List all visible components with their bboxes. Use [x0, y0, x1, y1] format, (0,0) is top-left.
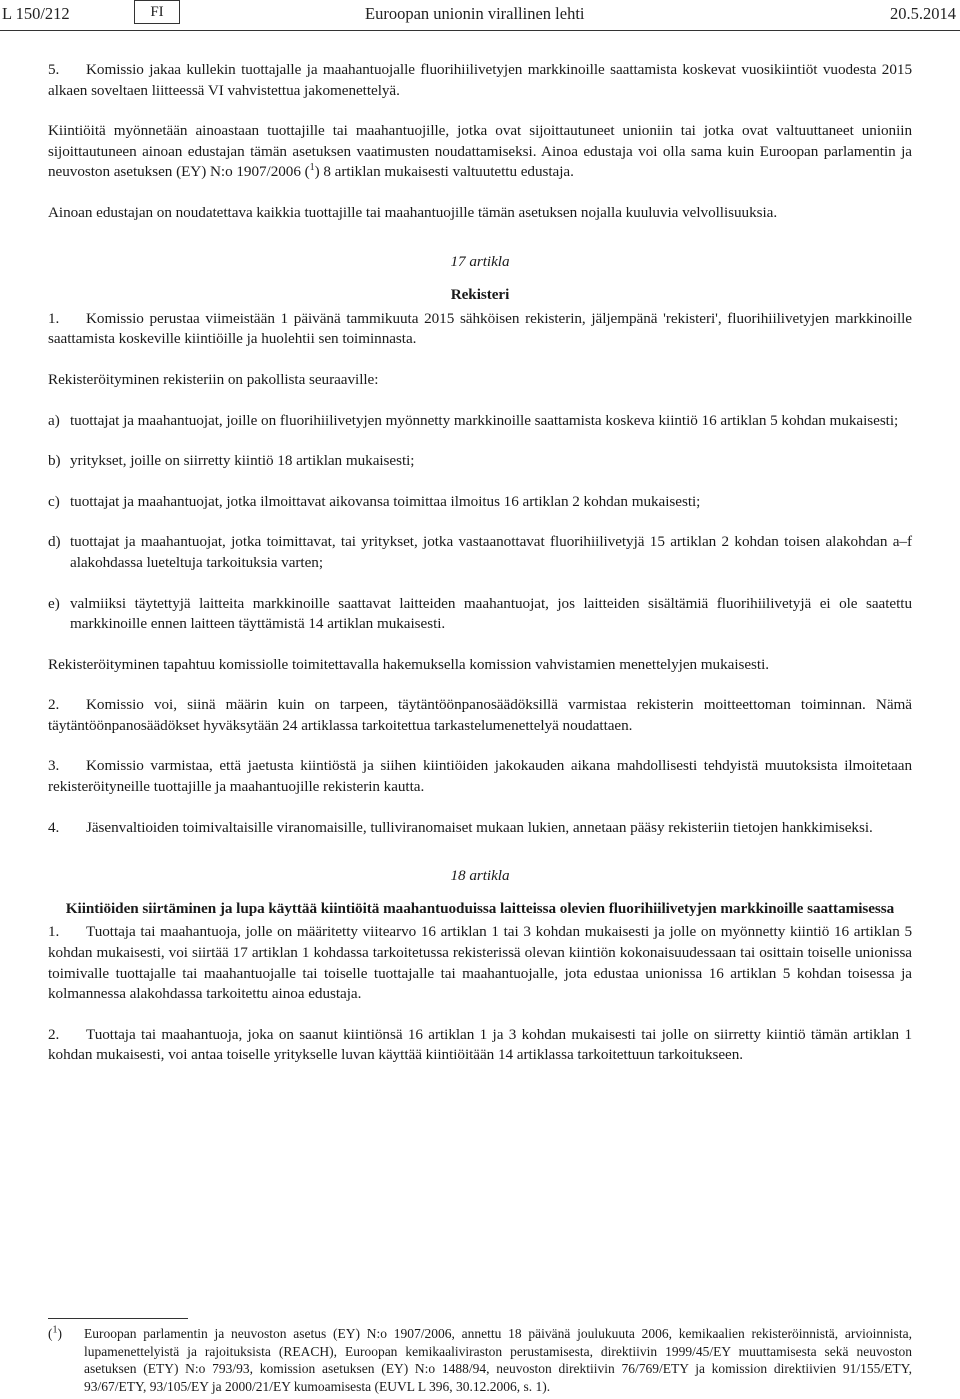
- paragraph-text: Komissio varmistaa, että jaetusta kiintiöstä ja siihen kiintiöiden jakokauden aikana mahdollisesti tehdyistä muutoksista ilmoitetaan rekisteröityneille tuottajille ja maahantuojille rekisterin kautta.: [48, 757, 912, 796]
- footnote: [48, 1325, 912, 1395]
- list-item: [48, 594, 912, 635]
- paragraph-text: Komissio voi, siinä määrin kuin on tarpeen, täytäntöönpanosäädöksillä varmistaa rekisterin moitteettoman toiminnan. Nämä täytäntöönpanosäädökset hyväksytään 24 artiklassa tarkoitettua tarkastelumenettelyä noudattaen.: [48, 696, 912, 734]
- paragraph-number: 2.: [48, 1025, 60, 1043]
- list-item-label: c): [48, 492, 60, 510]
- list-item-label: e): [48, 594, 60, 612]
- article-17-paragraph-2: [48, 695, 912, 736]
- paragraph-text: Komissio perustaa viimeistään 1 päivänä tammikuuta 2015 sähköisen rekisterin, jäljempänä 'rekisteri', fluorihiilivetyjen markkinoille saattamista koskeville kiintiöille ja huolehtii sen toiminnasta.: [48, 309, 912, 348]
- paragraph-text: Tuottaja tai maahantuoja, jolle on määritetty viitearvo 16 artiklan 1 tai 3 kohdan mukaisesti ja jolle on myönnetty kiintiö 16 artiklan 5 kohdan mukaisesti, voi siirtää 17 artiklan 1 kohdassa tarkoitetussa rekisterissä olevan kiintiön kokonaisuudessaan tai osittain toiselle unionissa toimivalle tuottajalle tai maahantuojalle tai toiselle tuottajalle tai maahantuojalle, jota edustaa unionissa 16 artiklan 5 kohdan toisessa ja kolmannessa alakohdassa tarkoitettu ainoa edustaja.: [48, 923, 912, 1003]
- article-18-paragraph-2: [48, 1025, 912, 1066]
- paragraph-number: 4.: [48, 818, 60, 836]
- registration-closing: Rekisteröityminen tapahtuu komissiolle toimitettavalla hakemuksella komission vahvistamien menettelyjen mukaisesti.: [48, 655, 770, 673]
- list-item-label: a): [48, 411, 60, 429]
- footnote-reference[interactable]: 1: [309, 162, 315, 174]
- article-17-paragraph-1: [48, 309, 912, 350]
- paragraph-text-part1: Kiintiöitä myönnetään ainoastaan tuottajille tai maahantuojille, jotka ovat sijoittautuneet unioniin tai jotka ovat valtuuttaneet unioniin sijoittautuneen ainoan edustajan tämän asetuksen vaatimusten noudattamiseksi. Ainoa edustaja voi olla sama kuin Euroopan parlamentin ja neuvoston asetuksen (EY) N:o 1907/2006 (: [48, 122, 912, 181]
- list-item-text: yritykset, joille on siirretty kiintiö 18 artiklan mukaisesti;: [70, 452, 415, 470]
- article-18-paragraph-1: [48, 922, 912, 1004]
- paragraph-number: 2.: [48, 696, 60, 714]
- journal-header: [0, 0, 960, 30]
- publication-date: 20.5.2014: [890, 4, 956, 23]
- footnote-label: ($^1$): [48, 1324, 62, 1341]
- paragraph-representative: Ainoan edustajan on noudatettava kaikkia tuottajille tai maahantuojille tämän asetuksen nojalla kuuluvia velvollisuuksia.: [48, 203, 778, 221]
- list-item-label: d): [48, 533, 61, 551]
- journal-title: Euroopan unionin virallinen lehti: [365, 4, 585, 23]
- paragraph-text: Komissio jakaa kullekin tuottajalle ja maahantuojalle fluorihiilivetyjen markkinoille saattamista koskevat vuosikiintiöt vuodesta 2015 alkaen soveltaen liitteessä VI vahvistettua jakomenettelyä.: [48, 61, 912, 99]
- paragraph-text-part2: ) 8 artiklan mukaisesti valtuutettu edustaja.: [314, 163, 574, 181]
- paragraph-number: 5.: [48, 61, 60, 78]
- footnote-number: 1: [52, 1324, 58, 1336]
- article-17-title: Rekisteri: [450, 286, 510, 304]
- list-item-text: tuottajat ja maahantuojat, jotka ilmoittavat aikovansa toimittaa ilmoitus 16 artiklan 2 kohdan mukaisesti;: [70, 492, 701, 510]
- paragraph-text: Jäsenvaltioiden toimivaltaisille viranomaisille, tulliviranomaiset mukaan lukien, annetaan pääsy rekisteriin tietojen hankkimiseksi.: [86, 818, 873, 836]
- article-17-number: 17 artikla: [450, 252, 510, 270]
- list-item-text: valmiiksi täytettyjä laitteita markkinoille saattavat laitteiden maahantuojat, jos laitteiden sisältämiä fluorihiilivetyjä ei ole saatettu markkinoille ennen laitteen täyttämistä 14 artiklan mukaisesti.: [70, 594, 912, 633]
- list-item: [48, 532, 912, 573]
- article-17-paragraph-4: [48, 818, 912, 839]
- article-17-paragraph-3: [48, 756, 912, 797]
- page-reference: L 150/212: [2, 4, 70, 23]
- list-item-text: tuottajat ja maahantuojat, joille on fluorihiilivetyjen myönnetty markkinoille saattamista koskeva kiintiö 16 artiklan 5 kohdan mukaisesti;: [70, 411, 899, 429]
- list-item: [48, 492, 912, 513]
- article-18-number: 18 artikla: [450, 867, 510, 885]
- footnote-divider: [48, 1318, 188, 1319]
- document-body: [48, 60, 912, 1066]
- list-item-label: b): [48, 452, 61, 470]
- paragraph-number: 1.: [48, 309, 60, 327]
- header-divider: [0, 30, 960, 31]
- paragraph-text: Tuottaja tai maahantuoja, joka on saanut kiintiönsä 16 artiklan 1 ja 3 kohdan mukaisesti tai jolle on siirretty kiintiö tämän artiklan 1 kohdan mukaisesti, voi antaa toiselle yritykselle luvan käyttää kiintiöitään 14 artiklassa tarkoitettuun tarkoitukseen.: [48, 1025, 912, 1064]
- paragraph-number: 3.: [48, 757, 60, 775]
- paragraph-quota: [48, 121, 912, 183]
- list-item: [48, 451, 912, 472]
- paragraph-number: 1.: [48, 923, 60, 941]
- registration-intro: Rekisteröityminen rekisteriin on pakollista seuraaville:: [48, 370, 379, 388]
- article-18-title: Kiintiöiden siirtäminen ja lupa käyttää kiintiöitä maahantuoduissa laitteissa olevien fluorihiilivetyjen markkinoille saattamisessa: [65, 899, 895, 917]
- language-box: FI: [134, 0, 180, 24]
- paragraph-5: [48, 60, 912, 101]
- list-item: [48, 411, 912, 432]
- footnote-text: Euroopan parlamentin ja neuvoston asetus (EY) N:o 1907/2006, annettu 18 päivänä joulukuuta 2006, kemikaalien rekisteröinnistä, arvioinnista, lupamenettelyistä ja rajoituksista (REACH), Euroopan kemikaaliviraston perustamisesta, direktiivin 1999/45/EY muuttamisesta sekä neuvoston asetuksen (ETY) N:o 793/93, komission asetuksen (EY) N:o 1488/94, neuvoston direktiivin 76/769/ETY ja komission direktiivien 91/155/ETY, 93/67/ETY, 93/105/EY ja 2000/21/EY kumoamisesta (EUVL L 396, 30.12.2006, s. 1).: [84, 1326, 912, 1394]
- list-item-text: tuottajat ja maahantuojat, jotka toimittavat, tai yritykset, jotka vastaanottavat fluorihiilivetyjä 15 artiklan 2 kohdan toisen alakohdan a–f alakohdassa lueteltuja tarkoituksia varten;: [70, 533, 912, 571]
